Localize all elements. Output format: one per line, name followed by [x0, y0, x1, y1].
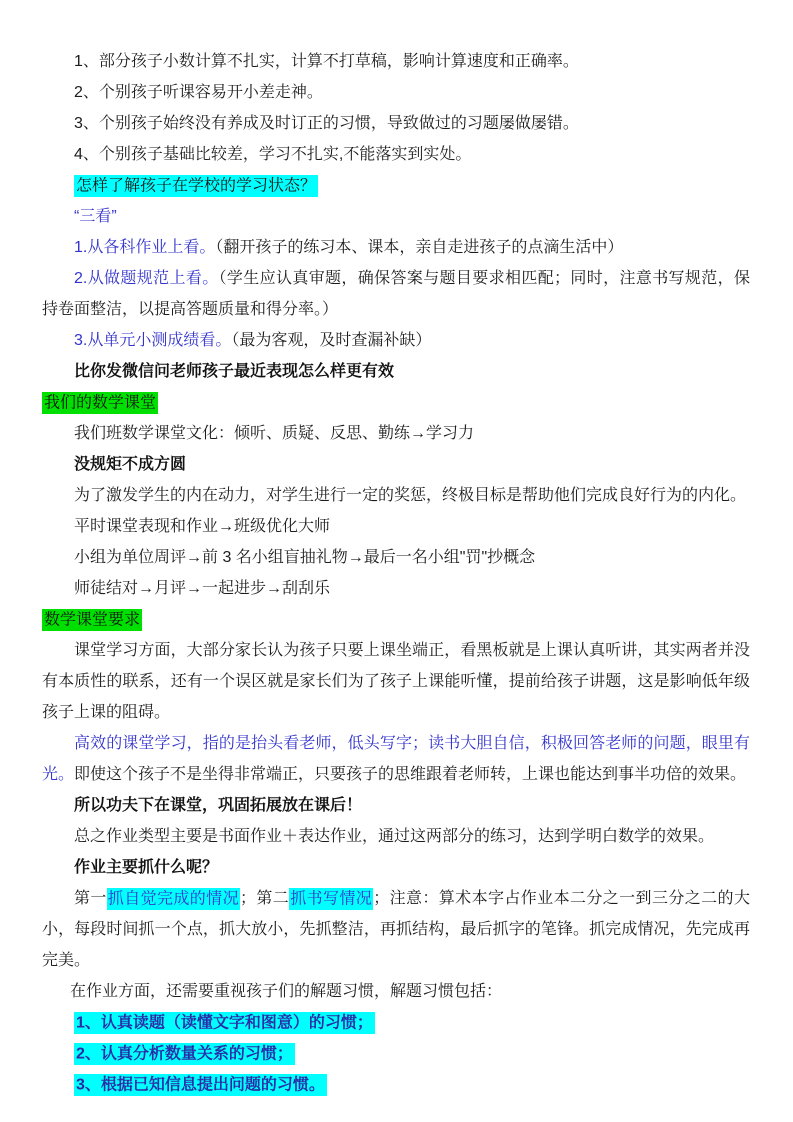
text-run: 在作业方面，还需要重视孩子们的解题习惯，解题习惯包括： — [70, 983, 503, 1000]
paragraph — [42, 201, 750, 232]
text-run: 3、个别孩子始终没有养成及时订正的习惯，导致做过的习题屡做屡错。 — [74, 115, 579, 132]
highlighted-text: 1、认真读题（读懂文字和图意）的习惯； — [74, 1012, 375, 1034]
text-run: 我们班数学课堂文化：倾听、质疑、反思、勤练→学习力 — [74, 425, 475, 442]
paragraph — [42, 480, 750, 511]
paragraph — [42, 1069, 750, 1100]
text-run: 总之作业类型主要是书面作业＋表达作业，通过这两部分的练习，达到学明白数学的效果。 — [74, 828, 715, 845]
document-body — [42, 46, 750, 1100]
paragraph — [42, 573, 750, 604]
paragraph — [42, 170, 750, 201]
paragraph — [42, 852, 750, 883]
text-run: 课堂学习方面，大部分家长认为孩子只要上课坐端正，看黑板就是上课认真听讲，其实两者并没有本质性的联系，还有一个误区就是家长们为了孩子上课能听懂，提前给孩子讲题，这是影响低年级孩子上课的阻碍。 — [42, 642, 750, 721]
text-run: 比你发微信问老师孩子最近表现怎么样更有效 — [74, 363, 395, 380]
highlighted-text: 2、认真分析数量关系的习惯； — [74, 1043, 295, 1065]
paragraph — [42, 1007, 750, 1038]
text-run: 4、个别孩子基础比较差，学习不扎实,不能落实到实处。 — [74, 146, 472, 163]
highlighted-text: 数学课堂要求 — [42, 609, 142, 631]
paragraph — [42, 635, 750, 728]
text-run: （翻开孩子的练习本、课本，亲自走进孩子的点滴生活中） — [215, 239, 624, 256]
text-run: 1.从各科作业上看。 — [74, 239, 216, 256]
paragraph — [42, 263, 750, 325]
paragraph — [42, 604, 750, 635]
paragraph — [42, 790, 750, 821]
highlighted-text: 怎样了解孩子在学校的学习状态？ — [74, 175, 318, 197]
text-run: 没规矩不成方圆 — [74, 456, 187, 473]
paragraph — [42, 821, 750, 852]
paragraph — [42, 449, 750, 480]
text-run: 3.从单元小测成绩看。 — [74, 332, 232, 349]
paragraph — [42, 356, 750, 387]
paragraph — [42, 387, 750, 418]
text-run: ；注意：算术本字占作业本二分之一到三分之二的大小，每段时间抓一个点，抓大放小，先抓整洁，再抓结构，最后抓字的笔锋。抓完成情况，先完成再完美。 — [42, 890, 750, 969]
paragraph — [42, 232, 750, 263]
paragraph — [42, 108, 750, 139]
paragraph — [42, 976, 750, 1007]
paragraph — [42, 511, 750, 542]
text-run: 即使这个孩子不是坐得非常端正，只要孩子的思维跟着老师转，上课也能达到事半功倍的效果。 — [74, 766, 747, 783]
paragraph — [42, 1038, 750, 1069]
highlighted-text: 抓自觉完成的情况 — [107, 888, 240, 910]
highlighted-text: 3、根据已知信息提出问题的习惯。 — [74, 1074, 327, 1096]
text-run: 高效的课堂学习，指的是抬头看老师，低头写字；读书大胆自信，积极回答老师的问题，眼里有光。 — [42, 735, 750, 783]
paragraph — [42, 325, 750, 356]
paragraph — [42, 46, 750, 77]
paragraph — [42, 542, 750, 573]
text-run: 1、部分孩子小数计算不扎实，计算不打草稿，影响计算速度和正确率。 — [74, 53, 579, 70]
paragraph — [42, 883, 750, 976]
text-run: （最为客观，及时查漏补缺） — [231, 332, 432, 349]
text-run: 小组为单位周评→前 3 名小组盲抽礼物→最后一名小组"罚"抄概念 — [74, 549, 536, 566]
text-run: 作业主要抓什么呢？ — [74, 859, 219, 876]
paragraph — [42, 418, 750, 449]
text-run: 平时课堂表现和作业→班级优化大师 — [74, 518, 331, 535]
text-run: 2.从做题规范上看。 — [74, 270, 219, 287]
text-run: “三看” — [74, 208, 117, 225]
text-run: 师徒结对→月评→一起进步→刮刮乐 — [74, 580, 331, 597]
text-run: 第一 — [74, 890, 107, 907]
text-run: 为了激发学生的内在动力，对学生进行一定的奖惩，终极目标是帮助他们完成良好行为的内化。 — [74, 487, 747, 504]
text-run: （学生应认真审题，确保答案与题目要求相匹配；同时，注意书写规范，保持卷面整洁，以提高答题质量和得分率。） — [42, 270, 750, 318]
text-run: 2、个别孩子听课容易开小差走神。 — [74, 84, 323, 101]
text-run: 所以功夫下在课堂，巩固拓展放在课后！ — [74, 797, 363, 814]
paragraph — [42, 728, 750, 790]
paragraph — [42, 77, 750, 108]
highlighted-text: 我们的数学课堂 — [42, 392, 158, 414]
text-run: ；第二 — [239, 890, 290, 907]
paragraph — [42, 139, 750, 170]
highlighted-text: 抓书写情况 — [289, 888, 373, 910]
